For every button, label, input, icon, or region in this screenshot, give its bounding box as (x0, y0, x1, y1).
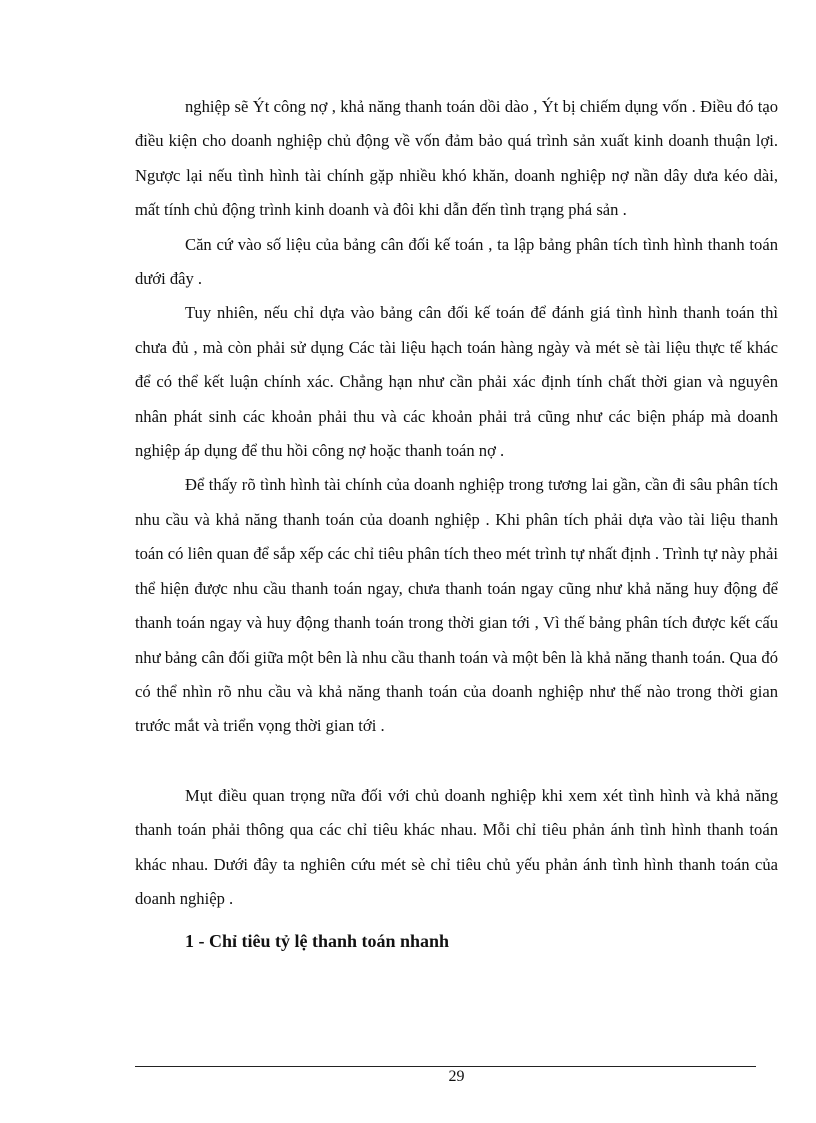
section-heading: 1 - Chỉ tiêu tỷ lệ thanh toán nhanh (185, 931, 450, 952)
page-number: 29 (448, 1068, 465, 1085)
paragraph-5: Mụt điều quan trọng nữa đối với chủ doanh nghiệp khi xem xét tình hình và khả năng thanh toán phải thông qua các chỉ tiêu khác nhau. Mỗi chỉ tiêu phản ánh tình hình thanh toán khác nhau. Dưới đây ta nghiên cứu mét sè chỉ tiêu chủ yếu phản ánh tình hình thanh toán của doanh nghiệp . (135, 785, 778, 908)
document-page (135, 90, 778, 958)
paragraph-4: Để thấy rõ tình hình tài chính của doanh nghiệp trong tương lai gần, cần đi sâu phân tích nhu cầu và khả năng thanh toán của doanh nghiệp . Khi phân tích phải dựa vào tài liệu thanh toán có liên quan để sắp xếp các chỉ tiêu phân tích theo mét trình tự nhất định . Trình tự này phải thể hiện được nhu cầu thanh toán ngay, chưa thanh toán ngay cũng như khả năng huy động để thanh toán ngay và huy động thanh toán trong thời gian tới , Vì thế bảng phân tích được kết cấu như bảng cân đối giữa một bên là nhu cầu thanh toán và một bên là khả năng thanh toán. Qua đó có thể nhìn rõ nhu cầu và khả năng thanh toán của doanh nghiệp như thế nào trong thời gian trước mắt và triển vọng thời gian tới . (135, 475, 778, 736)
paragraph-3: Tuy nhiên, nếu chỉ dựa vào bảng cân đối kế toán để đánh giá tình hình thanh toán thì chưa đủ , mà còn phải sử dụng Các tài liệu hạch toán hàng ngày và mét sè tài liệu thực tế khác để có thể kết luận chính xác. Chẳng hạn như cần phải xác định tính chất thời gian và nguyên nhân phát sinh các khoản phải thu và các khoản phải trả cũng như các biện pháp mà doanh nghiệp áp dụng để thu hồi công nợ hoặc thanh toán nợ . (135, 303, 778, 461)
paragraph-2: Căn cứ vào số liệu của bảng cân đối kế toán , ta lập bảng phân tích tình hình thanh toán dưới đây . (135, 234, 778, 289)
paragraph-1: nghiệp sẽ Ýt công nợ , khả năng thanh toán dồi dào , Ýt bị chiếm dụng vốn . Điều đó tạo điều kiện cho doanh nghiệp chủ động về vốn đảm bảo quá trình sản xuất kinh doanh thuận lợi. Ngược lại nếu tình hình tài chính gặp nhiều khó khăn, doanh nghiệp nợ nần dây dưa kéo dài, mất tính chủ động trình kinh doanh và đôi khi dẫn đến tình trạng phá sản . (135, 97, 778, 220)
